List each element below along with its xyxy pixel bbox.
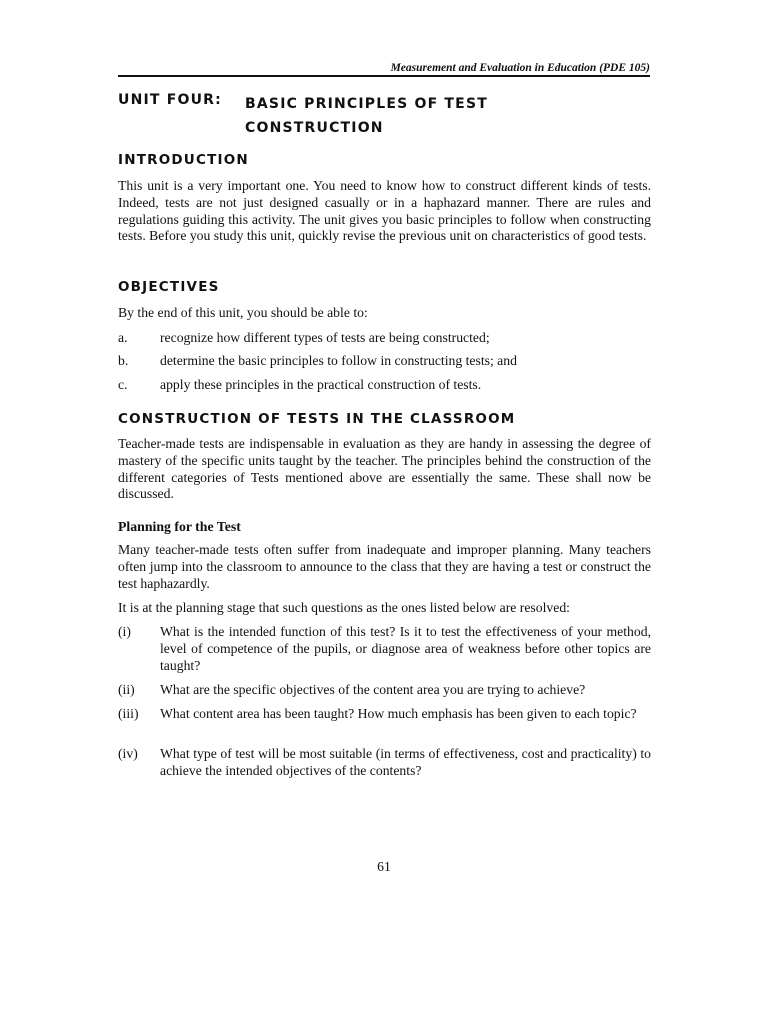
objective-label: a. bbox=[118, 330, 128, 345]
question-text: What is the intended function of this test? Is it to test the effectiveness of your method, level of competence of the pupils, or diagnose area of weakness before other topics are taught? bbox=[160, 624, 651, 673]
question-text: What type of test will be most suitable (in terms of effectiveness, cost and practicality) to achieve the intended objectives of the contents? bbox=[160, 746, 651, 778]
construction-heading: CONSTRUCTION OF TESTS IN THE CLASSROOM bbox=[118, 411, 516, 427]
question-label: (ii) bbox=[118, 682, 135, 697]
question-label: (i) bbox=[118, 624, 131, 639]
introduction-paragraph: This unit is a very important one. You need to know how to construct different kinds of tests. Indeed, tests are not just designed casually or in a haphazard manner. There are rules and regulations guiding this activity. The unit gives you basic principles to follow when constructing tests. Before you study this unit, quickly revise the previous unit on characteristics of good tests. bbox=[118, 178, 651, 244]
question-text: What content area has been taught? How much emphasis has been given to each topic? bbox=[160, 706, 637, 721]
objectives-heading: OBJECTIVES bbox=[118, 279, 220, 295]
planning-heading: Planning for the Test bbox=[118, 519, 241, 534]
objectives-intro: By the end of this unit, you should be able to: bbox=[118, 305, 368, 320]
objective-label: b. bbox=[118, 353, 129, 368]
question-label: (iii) bbox=[118, 706, 139, 721]
running-header: Measurement and Evaluation in Education (PDE 105) bbox=[390, 62, 650, 74]
question-text: What are the specific objectives of the content area you are trying to achieve? bbox=[160, 682, 586, 697]
unit-label: UNIT FOUR: bbox=[118, 92, 222, 108]
unit-title: BASIC PRINCIPLES OF TEST CONSTRUCTION bbox=[245, 96, 488, 136]
construction-paragraph: Teacher-made tests are indispensable in evaluation as they are handy in assessing the degree of mastery of the specific units taught by the teacher. The principles behind the construction of the different categories of Tests mentioned above are essentially the same. These shall now be discussed. bbox=[118, 436, 651, 502]
planning-paragraph: Many teacher-made tests often suffer from inadequate and improper planning. Many teachers often jump into the classroom to announce to the class that they are having a test or construct the test haphazardly. bbox=[118, 542, 651, 591]
planning-intro: It is at the planning stage that such questions as the ones listed below are resolved: bbox=[118, 600, 570, 615]
question-label: (iv) bbox=[118, 746, 138, 761]
header-rule bbox=[118, 75, 650, 77]
objective-text: apply these principles in the practical construction of tests. bbox=[160, 377, 482, 392]
objective-label: c. bbox=[118, 377, 128, 392]
introduction-heading: INTRODUCTION bbox=[118, 152, 249, 168]
objective-text: recognize how different types of tests are being constructed; bbox=[160, 330, 490, 345]
objective-text: determine the basic principles to follow in constructing tests; and bbox=[160, 353, 517, 368]
page-number: 61 bbox=[377, 859, 391, 874]
